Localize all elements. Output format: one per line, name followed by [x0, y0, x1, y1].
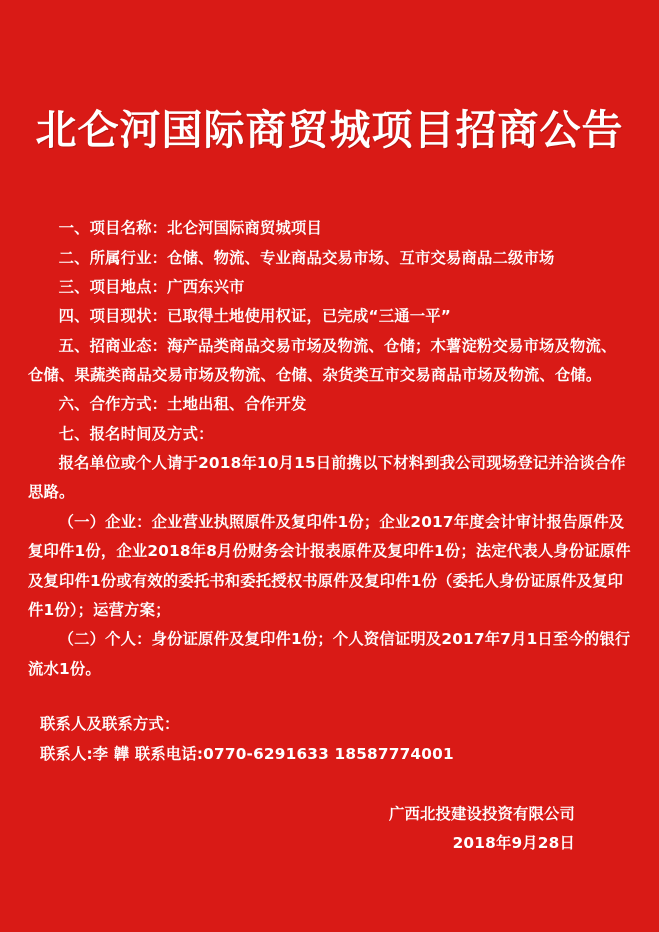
body-paragraph-2: 二、所属行业：仓储、物流、专业商品交易市场、互市交易商品二级市场	[58, 248, 555, 267]
contact-line: 联系人:李 韡 联系电话:0770-6291633 18587774001	[40, 744, 454, 763]
signature-company: 广西北投建设投资有限公司	[389, 804, 575, 823]
body-paragraph-6: 六、合作方式：土地出租、合作开发	[58, 395, 307, 414]
body-paragraph-8: 报名单位或个人请于2018年10月15日前携以下材料到我公司现场登记并洽谈合作思路。	[28, 454, 626, 502]
body-paragraph-1: 一、项目名称：北仑河国际商贸城项目	[58, 219, 323, 238]
body-paragraph-4: 四、项目现状：已取得土地使用权证，已完成“三通一平”	[58, 307, 452, 326]
body-paragraph-9: （一）企业：企业营业执照原件及复印件1份；企业2017年度会计审计报告原件及复印件1份，企业2018年8月份财务会计报表原件及复印件1份；法定代表人身份证原件及复印件1份或有效的委托书和委托授权书原件及复印件1份（委托人身份证原件及复印件1份）；运营方案；	[28, 512, 631, 619]
signature-date: 2018年9月28日	[452, 834, 575, 853]
body-paragraph-10: （二）个人：身份证原件及复印件1份；个人资信证明及2017年7月1日至今的银行流水1份。	[28, 630, 631, 678]
contact-heading: 联系人及联系方式：	[40, 715, 180, 733]
body-paragraph-7: 七、报名时间及方式：	[58, 424, 214, 443]
body-paragraph-3: 三、项目地点：广西东兴市	[58, 277, 245, 296]
announcement-body	[28, 214, 631, 684]
signature-block	[28, 800, 631, 860]
contact-block	[28, 710, 631, 770]
page-title: 北仑河国际商贸城项目招商公告	[35, 106, 624, 154]
body-paragraph-5: 五、招商业态：海产品类商品交易市场及物流、仓储；木薯淀粉交易市场及物流、仓储、果蔬类商品交易市场及物流、仓储、杂货类互市交易商品市场及物流、仓储。	[28, 336, 617, 385]
